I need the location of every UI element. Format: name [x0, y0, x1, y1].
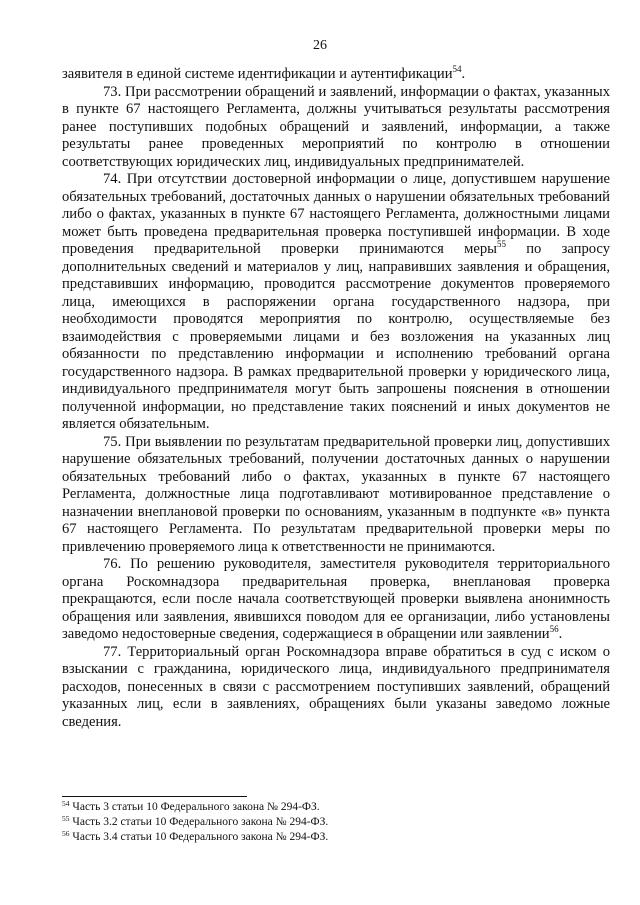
paragraph-text: 74. При отсутствии достоверной информации о лице, допустившем нарушение обязательных требований, достаточных данных о нарушении обязательных требований либо о фактах, указанных в пункте 67 настоящего Регламента, должностными лицами может быть проведена предварительная проверка поступившей информации. В ходе проведения предварительной проверки принимаются меры: [62, 171, 610, 257]
footnote-text: Часть 3.4 статьи 10 Федерального закона № 294-ФЗ.: [69, 831, 329, 843]
footnote-number: 55: [62, 814, 70, 823]
paragraph-73: 73. При рассмотрении обращений и заявлений, информации о фактах, указанных в пункте 67 настоящего Регламента, должны учитываться результаты рассмотрения ранее поступивших подобных обращений и заявлений, информации, а также результаты ранее проведенных мероприятий по контролю в отношении соответствующих юридических лиц, индивидуальных предпринимателей.: [62, 83, 610, 170]
paragraph-tail: .: [558, 626, 563, 642]
paragraph-text: 76. По решению руководителя, заместителя руководителя территориального органа Роскомнадзора предварительная проверка, внеплановая проверка прекращаются, если после начала соответствующей проверки выявлена анонимность обращения или заявления, явившихся поводом для ее организации, либо установлены заведомо недостоверные сведения, содержащиеся в обращении или заявлении: [62, 556, 610, 642]
footnote-divider: [62, 796, 247, 797]
footnote-ref-54[interactable]: 54: [452, 64, 462, 74]
paragraph-77: 77. Территориальный орган Роскомнадзора вправе обратиться в суд с иском о взыскании с гражданина, юридического лица, индивидуального предпринимателя расходов, понесенных в связи с рассмотрением поступивших заявлений, обращений указанных лиц, если в заявлениях, обращениях были указаны заведомо ложные сведения.: [62, 643, 610, 730]
footnote-ref-55[interactable]: 55: [496, 239, 506, 249]
paragraph-74: [62, 171, 610, 434]
footnote-text: Часть 3.2 статьи 10 Федерального закона № 294-ФЗ.: [69, 816, 329, 828]
footnote-number: 56: [62, 829, 70, 838]
footnote-number: 54: [62, 799, 70, 808]
footnote-ref-56[interactable]: 56: [549, 624, 559, 634]
paragraph-tail: по запросу дополнительных сведений и материалов у лиц, направивших заявления и обращения, представивших информацию, проводится рассмотрение документов проверяемого лица, имеющихся в распоряжении органа государственного надзора, при необходимости проводятся мероприятия по контролю, осуществляемые без взаимодействия с проверяемыми лицами и без возложения на указанных лиц обязанности по представлению информации и исполнению требований органа государственного надзора. В рамках предварительной проверки у юридического лица, индивидуального предпринимателя могут быть запрошены пояснения в отношении полученной информации, но представление таких пояснений и иных документов не является обязательным.: [62, 241, 610, 432]
paragraph-continuation: [62, 66, 610, 84]
paragraph-75: 75. При выявлении по результатам предварительной проверки лиц, допустивших нарушение обязательных требований, получении достаточных данных о нарушении обязательных требований либо о фактах, указанных в пункте 67 настоящего Регламента, должностные лица подготавливают мотивированное представление о назначении внеплановой проверки по основаниям, указанным в подпункте «в» пункта 67 настоящего Регламента. По результатам предварительной проверки меры по привлечению проверяемого лица к ответственности не принимаются.: [62, 433, 610, 555]
paragraph-text: заявителя в единой системе идентификации и аутентификации: [62, 66, 453, 82]
footnote-54: [62, 800, 610, 815]
paragraph-76: [62, 556, 610, 644]
footnote-56: [62, 830, 610, 845]
page-number: 26: [313, 38, 327, 53]
footnote-text: Часть 3 статьи 10 Федерального закона № 294-ФЗ.: [69, 801, 320, 813]
paragraph-tail: .: [461, 66, 466, 82]
footnote-55: [62, 815, 610, 830]
body-text: [62, 66, 610, 731]
footnotes: [62, 800, 610, 845]
